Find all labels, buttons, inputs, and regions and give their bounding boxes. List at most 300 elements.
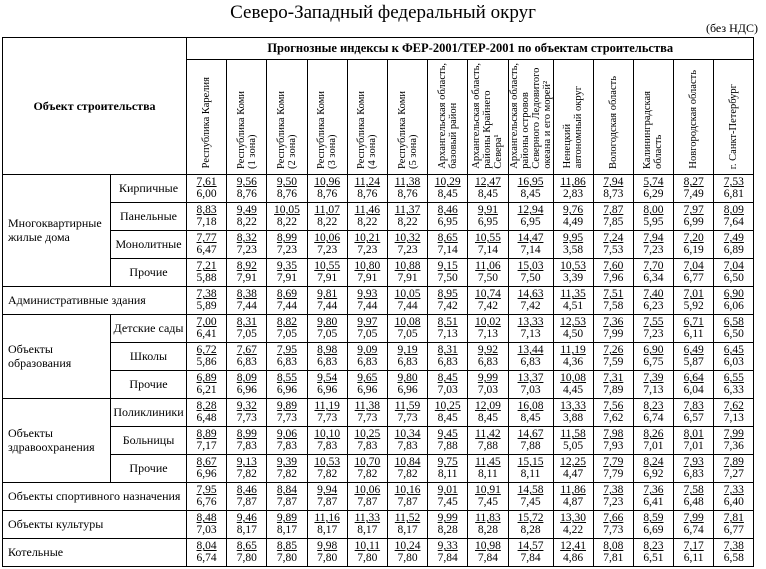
index-cell — [633, 538, 673, 566]
index-value-bottom: 5,92 — [683, 300, 704, 313]
index-value-bottom: 6,11 — [683, 328, 704, 341]
index-value-top: 8,24 — [643, 456, 664, 469]
index-value-top: 9,65 — [357, 372, 378, 385]
index-cell — [508, 314, 553, 342]
index-cell — [227, 258, 267, 286]
index-cell — [633, 370, 673, 398]
index-value-top: 7,49 — [723, 232, 744, 245]
index-cell — [227, 426, 267, 454]
index-value-bottom: 7,58 — [603, 300, 624, 313]
index-value-bottom: 5,88 — [196, 272, 217, 285]
index-cell — [387, 286, 427, 314]
vat-note: (без НДС) — [705, 21, 758, 35]
index-value-top: 10,05 — [274, 204, 300, 217]
index-value-top: 8,46 — [437, 204, 458, 217]
index-value-bottom: 7,87 — [236, 496, 257, 509]
index-value-top: 8,59 — [643, 512, 664, 525]
index-value-bottom: 7,13 — [477, 328, 498, 341]
index-cell — [593, 230, 633, 258]
index-value-bottom: 7,91 — [276, 272, 298, 285]
index-value-top: 8,01 — [683, 428, 704, 441]
index-value-bottom: 6,47 — [196, 244, 217, 257]
index-cell — [674, 398, 714, 426]
object-type-label: Школы — [111, 342, 187, 370]
index-value-top: 9,95 — [563, 232, 584, 245]
index-value-top: 9,80 — [317, 316, 338, 329]
index-value-top: 11,24 — [354, 176, 381, 189]
region-label-line: Республика Коми — [235, 90, 247, 169]
index-value-bottom: 7,36 — [723, 440, 744, 453]
index-cell — [307, 286, 347, 314]
index-value-top: 8,48 — [196, 512, 217, 525]
index-value-top: 7,40 — [643, 288, 664, 301]
index-value-bottom: 7,13 — [723, 412, 744, 425]
index-cell — [468, 370, 508, 398]
index-value-top: 7,38 — [196, 288, 217, 301]
index-cell — [227, 174, 267, 202]
index-value-bottom: 7,84 — [477, 552, 498, 565]
index-cell — [633, 314, 673, 342]
index-value-top: 6,89 — [196, 372, 217, 385]
index-value-top: 9,89 — [276, 512, 298, 525]
index-value-bottom: 6,96 — [317, 384, 338, 397]
table-row — [3, 314, 754, 342]
index-value-top: 8,84 — [276, 484, 298, 497]
index-value-top: 7,81 — [723, 512, 744, 525]
index-value-bottom: 7,88 — [437, 440, 458, 453]
index-value-top: 7,20 — [683, 232, 704, 245]
region-label-line: (4 зона) — [367, 134, 379, 169]
table-row — [3, 538, 754, 566]
index-value-bottom: 7,99 — [603, 328, 624, 341]
index-value-bottom: 7,42 — [477, 300, 498, 313]
region-label — [562, 83, 584, 168]
index-cell — [387, 426, 427, 454]
index-value-bottom: 8,28 — [477, 524, 498, 537]
index-cell — [387, 510, 427, 538]
index-value-top: 11,33 — [354, 512, 381, 525]
index-cell — [227, 482, 267, 510]
index-cell — [187, 482, 227, 510]
index-value-bottom: 6,48 — [196, 412, 217, 425]
index-cell — [307, 202, 347, 230]
index-value-top: 9,32 — [236, 400, 257, 413]
index-cell — [633, 398, 673, 426]
index-value-top: 7,62 — [723, 400, 744, 413]
index-value-top: 13,44 — [517, 344, 544, 357]
index-value-bottom: 6,50 — [723, 328, 744, 341]
index-value-top: 10,70 — [354, 456, 381, 469]
index-cell — [428, 314, 468, 342]
index-value-bottom: 7,42 — [437, 300, 458, 313]
index-value-top: 16,95 — [517, 176, 544, 189]
index-value-bottom: 4,45 — [563, 384, 584, 397]
index-cell — [633, 482, 673, 510]
region-label — [276, 88, 298, 169]
index-cell — [428, 174, 468, 202]
index-cell — [553, 202, 593, 230]
index-value-bottom: 8,45 — [477, 412, 498, 425]
index-cell — [227, 314, 267, 342]
index-cell — [714, 314, 754, 342]
index-value-top: 8,98 — [317, 344, 338, 357]
region-label-line: Ненецкий — [562, 124, 574, 169]
index-value-top: 14,63 — [517, 288, 544, 301]
index-cell — [593, 202, 633, 230]
index-cell — [553, 342, 593, 370]
index-value-top: 8,04 — [196, 540, 217, 553]
index-value-top: 9,93 — [357, 288, 378, 301]
index-value-bottom: 6,96 — [276, 384, 298, 397]
region-label — [728, 81, 739, 169]
index-cell — [387, 342, 427, 370]
region-label — [201, 74, 212, 168]
index-value-top: 6,45 — [723, 344, 744, 357]
index-value-bottom: 4,49 — [563, 216, 584, 229]
index-value-top: 8,85 — [276, 540, 298, 553]
index-cell — [347, 286, 387, 314]
table-row — [3, 230, 754, 258]
index-cell — [387, 398, 427, 426]
index-value-bottom: 7,13 — [643, 384, 664, 397]
index-value-bottom: 7,50 — [520, 272, 541, 285]
index-value-bottom: 5,95 — [643, 216, 664, 229]
index-value-top: 11,06 — [475, 260, 501, 273]
object-header — [3, 38, 187, 175]
index-value-bottom: 7,23 — [276, 244, 298, 257]
index-value-top: 6,90 — [723, 288, 744, 301]
index-cell — [227, 510, 267, 538]
index-cell — [428, 342, 468, 370]
index-cell — [267, 370, 307, 398]
index-value-bottom: 6,03 — [723, 356, 744, 369]
index-value-top: 7,99 — [683, 512, 704, 525]
object-group-label: Объекты здравоохранения — [3, 398, 111, 482]
region-label-line: Республика Карелия — [201, 77, 213, 169]
index-value-bottom: 7,03 — [437, 384, 458, 397]
region-label-line: океана и его морей² — [541, 80, 553, 169]
index-value-bottom: 6,51 — [643, 552, 664, 565]
index-cell — [633, 202, 673, 230]
index-value-top: 10,06 — [354, 484, 381, 497]
index-value-bottom: 6,83 — [357, 356, 378, 369]
index-value-top: 7,87 — [603, 204, 624, 217]
page-title: Северо-Западный федеральный округ — [230, 2, 536, 23]
index-value-bottom: 6,83 — [683, 468, 704, 481]
index-value-bottom: 7,14 — [437, 244, 458, 257]
index-value-top: 12,53 — [560, 316, 587, 329]
index-value-bottom: 7,44 — [357, 300, 378, 313]
index-cell — [553, 482, 593, 510]
table-row — [3, 398, 754, 426]
region-label-line: Республика Коми — [396, 90, 408, 169]
index-value-top: 8,51 — [437, 316, 458, 329]
index-value-bottom: 7,82 — [317, 468, 338, 481]
index-value-bottom: 4,87 — [563, 496, 584, 509]
index-value-top: 9,81 — [317, 288, 338, 301]
index-value-bottom: 6,00 — [196, 188, 217, 201]
index-value-bottom: 7,17 — [196, 440, 217, 453]
index-value-bottom: 3,39 — [563, 272, 584, 285]
object-group-label: Котельные — [3, 538, 187, 566]
index-value-bottom: 6,40 — [723, 496, 744, 509]
index-cell — [593, 538, 633, 566]
object-type-label: Больницы — [111, 426, 187, 454]
index-cell — [674, 538, 714, 566]
index-value-bottom: 7,05 — [276, 328, 298, 341]
index-value-bottom: 7,73 — [357, 412, 378, 425]
region-header — [714, 60, 754, 175]
index-value-bottom: 7,73 — [276, 412, 298, 425]
index-value-top: 7,70 — [643, 260, 664, 273]
index-value-bottom: 7,91 — [317, 272, 338, 285]
index-value-top: 13,37 — [517, 372, 544, 385]
index-cell — [714, 258, 754, 286]
index-cell — [267, 538, 307, 566]
index-cell — [553, 314, 593, 342]
index-value-top: 7,93 — [683, 456, 704, 469]
index-value-bottom: 7,79 — [603, 468, 624, 481]
index-value-top: 7,04 — [723, 260, 744, 273]
index-value-bottom: 7,49 — [683, 188, 704, 201]
index-value-bottom: 8,76 — [276, 188, 298, 201]
index-value-bottom: 6,41 — [196, 328, 217, 341]
index-value-bottom: 6,34 — [643, 272, 664, 285]
object-type-label: Детские сады — [111, 314, 187, 342]
object-type-label: Прочие — [111, 258, 187, 286]
index-value-top: 11,19 — [314, 400, 340, 413]
index-cell — [347, 426, 387, 454]
index-cell — [468, 286, 508, 314]
index-value-top: 11,86 — [560, 176, 586, 189]
region-label-line: (2 зона) — [286, 134, 298, 169]
index-cell — [347, 510, 387, 538]
index-value-bottom: 7,23 — [357, 244, 378, 257]
index-value-top: 9,94 — [317, 484, 338, 497]
index-value-bottom: 7,87 — [397, 496, 418, 509]
table-row — [3, 370, 754, 398]
table-row — [3, 258, 754, 286]
index-value-top: 7,83 — [683, 400, 704, 413]
index-cell — [267, 314, 307, 342]
index-cell — [508, 258, 553, 286]
index-cell — [593, 314, 633, 342]
region-label-line: Республика Коми — [356, 90, 368, 169]
table-row — [3, 286, 754, 314]
index-value-top: 15,15 — [517, 456, 544, 469]
index-cell — [187, 370, 227, 398]
index-cell — [714, 454, 754, 482]
index-value-bottom: 8,22 — [236, 216, 257, 229]
index-value-top: 7,66 — [603, 512, 624, 525]
index-cell — [428, 482, 468, 510]
index-value-bottom: 6,89 — [723, 244, 744, 257]
index-value-bottom: 6,21 — [196, 384, 217, 397]
index-value-top: 7,95 — [196, 484, 217, 497]
index-cell — [187, 510, 227, 538]
index-value-bottom: 5,87 — [683, 356, 704, 369]
index-cell — [508, 398, 553, 426]
region-header — [307, 60, 347, 175]
index-value-bottom: 7,82 — [397, 468, 418, 481]
index-value-top: 10,32 — [394, 232, 421, 245]
index-value-bottom: 7,87 — [357, 496, 378, 509]
index-cell — [714, 230, 754, 258]
index-value-bottom: 8,45 — [437, 412, 458, 425]
index-value-bottom: 6,96 — [236, 384, 257, 397]
index-value-bottom: 7,05 — [397, 328, 418, 341]
index-cell — [187, 426, 227, 454]
index-value-top: 9,80 — [397, 372, 418, 385]
index-value-bottom: 7,44 — [236, 300, 257, 313]
index-value-top: 6,72 — [196, 344, 217, 357]
index-cell — [387, 482, 427, 510]
index-cell — [674, 202, 714, 230]
index-cell — [633, 230, 673, 258]
index-value-top: 8,31 — [236, 316, 257, 329]
table-row — [3, 426, 754, 454]
index-value-top: 7,31 — [603, 372, 624, 385]
index-cell — [468, 510, 508, 538]
index-value-top: 10,05 — [394, 288, 421, 301]
index-value-top: 12,47 — [474, 176, 501, 189]
index-value-bottom: 6,81 — [723, 188, 744, 201]
index-cell — [428, 202, 468, 230]
region-label-line: Северного Ледовитого — [530, 67, 542, 169]
index-cell — [347, 538, 387, 566]
index-value-bottom: 3,88 — [563, 412, 584, 425]
index-value-top: 8,55 — [276, 372, 298, 385]
object-group-label: Объекты образования — [3, 314, 111, 398]
index-value-top: 11,07 — [314, 204, 340, 217]
index-cell — [347, 174, 387, 202]
object-type-label: Прочие — [111, 454, 187, 482]
index-value-bottom: 6,83 — [437, 356, 458, 369]
index-value-top: 8,83 — [196, 204, 217, 217]
index-value-bottom: 7,05 — [317, 328, 338, 341]
index-cell — [553, 510, 593, 538]
index-value-bottom: 6,96 — [397, 384, 418, 397]
index-value-top: 6,64 — [683, 372, 704, 385]
index-value-top: 6,49 — [683, 344, 704, 357]
index-value-top: 7,01 — [683, 288, 704, 301]
index-cell — [307, 482, 347, 510]
index-value-top: 10,25 — [434, 400, 461, 413]
object-type-label: Прочие — [111, 370, 187, 398]
index-value-top: 10,10 — [314, 428, 341, 441]
index-value-top: 9,45 — [437, 428, 458, 441]
index-cell — [508, 202, 553, 230]
index-cell — [674, 482, 714, 510]
index-value-bottom: 6,83 — [236, 356, 257, 369]
index-cell — [714, 342, 754, 370]
region-label-line: базовый район — [447, 102, 459, 169]
index-value-bottom: 7,44 — [317, 300, 338, 313]
index-cell — [387, 314, 427, 342]
index-value-bottom: 4,51 — [563, 300, 584, 313]
index-value-top: 10,55 — [314, 260, 341, 273]
index-value-top: 9,13 — [236, 456, 257, 469]
index-value-bottom: 8,45 — [477, 188, 498, 201]
index-value-bottom: 7,80 — [397, 552, 418, 565]
index-value-bottom: 7,89 — [603, 384, 624, 397]
index-value-top: 6,71 — [683, 316, 704, 329]
index-value-top: 8,23 — [643, 400, 664, 413]
region-label — [509, 60, 553, 169]
index-cell — [593, 370, 633, 398]
index-cell — [553, 230, 593, 258]
index-cell — [468, 482, 508, 510]
index-cell — [347, 454, 387, 482]
index-value-bottom: 7,13 — [520, 328, 541, 341]
region-label — [608, 73, 619, 169]
index-value-top: 11,38 — [394, 176, 421, 189]
index-cell — [428, 230, 468, 258]
index-cell — [387, 454, 427, 482]
index-cell — [553, 286, 593, 314]
index-value-bottom: 6,58 — [723, 552, 744, 565]
index-cell — [187, 314, 227, 342]
index-value-bottom: 6,77 — [723, 524, 744, 537]
index-value-top: 11,52 — [394, 512, 421, 525]
index-cell — [508, 510, 553, 538]
index-cell — [593, 342, 633, 370]
index-cell — [267, 342, 307, 370]
index-value-top: 7,33 — [723, 484, 744, 497]
index-cell — [633, 174, 673, 202]
index-value-top: 9,06 — [276, 428, 298, 441]
index-value-top: 14,57 — [517, 540, 544, 553]
index-value-top: 9,39 — [276, 456, 298, 469]
index-cell — [674, 510, 714, 538]
index-value-bottom: 6,92 — [643, 468, 664, 481]
index-value-top: 10,74 — [474, 288, 501, 301]
index-value-bottom: 7,91 — [357, 272, 378, 285]
index-cell — [307, 342, 347, 370]
index-value-top: 8,08 — [603, 540, 624, 553]
index-value-bottom: 4,22 — [563, 524, 584, 537]
index-cell — [307, 314, 347, 342]
index-value-bottom: 7,23 — [236, 244, 257, 257]
index-value-bottom: 7,88 — [520, 440, 541, 453]
index-value-top: 12,94 — [517, 204, 544, 217]
index-value-top: 9,56 — [236, 176, 257, 189]
index-value-top: 7,53 — [723, 176, 744, 189]
region-header — [387, 60, 427, 175]
index-value-bottom: 7,87 — [317, 496, 338, 509]
index-cell — [347, 230, 387, 258]
index-cell — [553, 258, 593, 286]
index-value-bottom: 8,22 — [357, 216, 378, 229]
index-cell — [714, 482, 754, 510]
index-value-bottom: 6,76 — [196, 496, 217, 509]
region-label — [316, 88, 338, 169]
index-value-top: 7,60 — [603, 260, 624, 273]
index-value-top: 7,58 — [683, 484, 704, 497]
index-value-top: 10,84 — [394, 456, 421, 469]
index-cell — [267, 230, 307, 258]
index-value-top: 11,16 — [314, 512, 340, 525]
index-value-bottom: 6,83 — [317, 356, 338, 369]
index-value-bottom: 7,83 — [317, 440, 338, 453]
region-label — [471, 60, 504, 169]
index-value-bottom: 6,75 — [643, 356, 664, 369]
index-value-top: 9,50 — [276, 176, 298, 189]
index-value-top: 10,06 — [314, 232, 341, 245]
index-value-bottom: 7,80 — [317, 552, 338, 565]
region-label — [437, 60, 459, 169]
index-value-top: 10,53 — [560, 260, 587, 273]
